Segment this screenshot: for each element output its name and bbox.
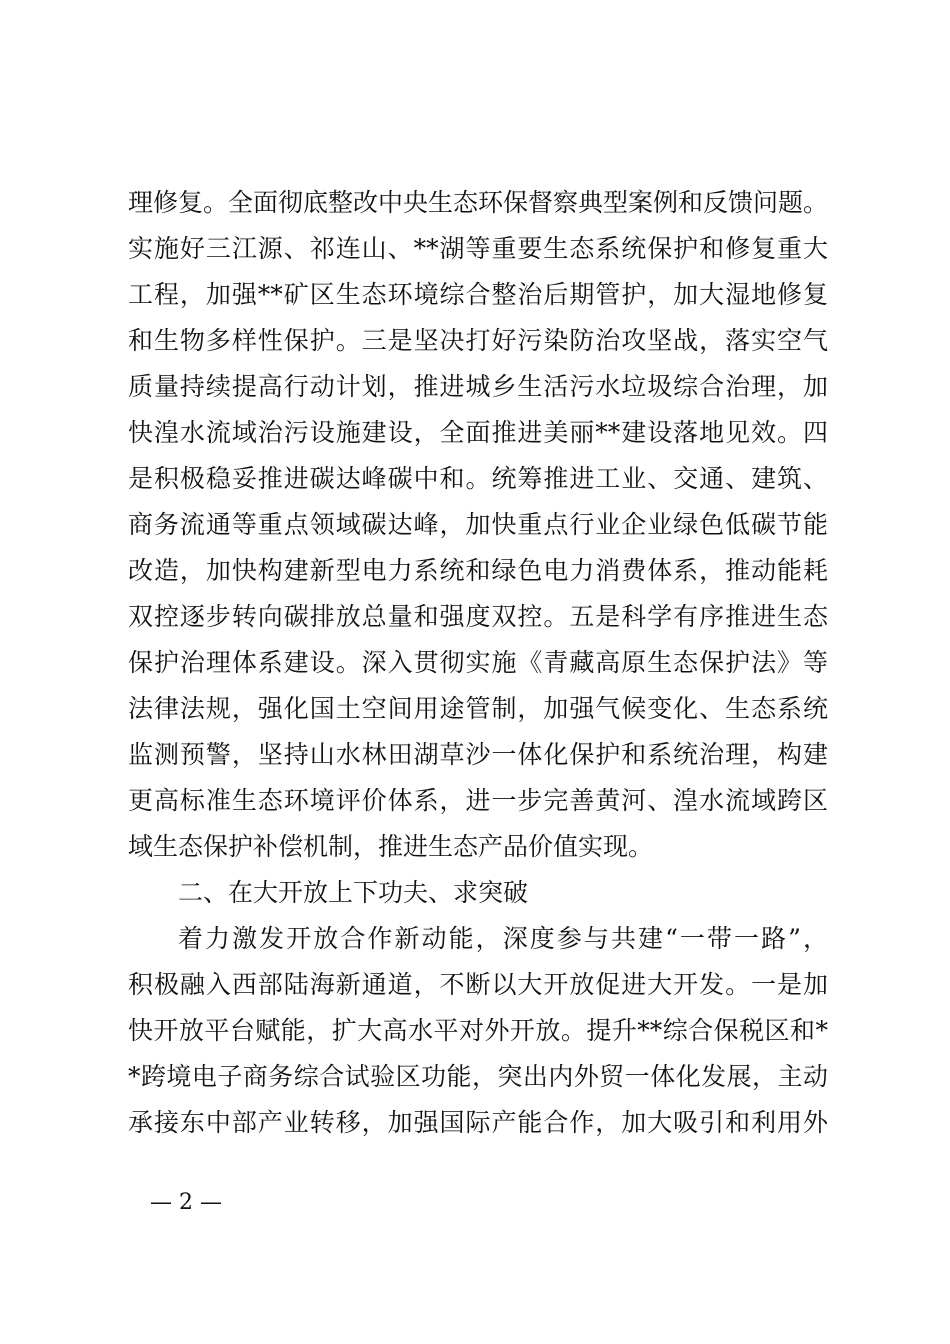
body-text-line: 保护治理体系建设。深入贯彻实施《青藏高原生态保护法》等 bbox=[128, 648, 828, 677]
body-text-line: 商务流通等重点领域碳达峰，加快重点行业企业绿色低碳节能 bbox=[128, 510, 828, 539]
body-text-line: 更高标准生态环境评价体系，进一步完善黄河、湟水流域跨区 bbox=[128, 786, 828, 815]
body-text-line: 理修复。全面彻底整改中央生态环保督察典型案例和反馈问题。 bbox=[128, 188, 829, 217]
body-text-line: *跨境电子商务综合试验区功能，突出内外贸一体化发展，主动 bbox=[128, 1062, 828, 1091]
body-text-line: 和生物多样性保护。三是坚决打好污染防治攻坚战，落实空气 bbox=[128, 326, 828, 355]
body-text-line: 质量持续提高行动计划，推进城乡生活污水垃圾综合治理，加 bbox=[128, 372, 828, 401]
body-text-line: 工程，加强**矿区生态环境综合整治后期管护，加大湿地修复 bbox=[128, 280, 828, 309]
body-text-line: 监测预警，坚持山水林田湖草沙一体化保护和系统治理，构建 bbox=[128, 740, 828, 769]
body-text-line: 承接东中部产业转移，加强国际产能合作，加大吸引和利用外 bbox=[128, 1108, 828, 1137]
page-number: — 2 — bbox=[150, 1190, 222, 1215]
body-text-line: 实施好三江源、祁连山、**湖等重要生态系统保护和修复重大 bbox=[128, 234, 828, 263]
body-text-line: 域生态保护补偿机制，推进生态产品价值实现。 bbox=[128, 832, 654, 861]
body-text-line: 快开放平台赋能，扩大高水平对外开放。提升**综合保税区和* bbox=[128, 1016, 828, 1045]
body-text-line: 快湟水流域治污设施建设，全面推进美丽**建设落地见效。四 bbox=[128, 418, 828, 447]
body-text-line: 是积极稳妥推进碳达峰碳中和。统筹推进工业、交通、建筑、 bbox=[128, 464, 828, 493]
body-text-line: 改造，加快构建新型电力系统和绿色电力消费体系，推动能耗 bbox=[128, 556, 828, 585]
body-text-line: 法律法规，强化国土空间用途管制，加强气候变化、生态系统 bbox=[128, 694, 828, 723]
section-heading: 二、在大开放上下功夫、求突破 bbox=[178, 878, 529, 907]
body-text-line: 双控逐步转向碳排放总量和强度双控。五是科学有序推进生态 bbox=[128, 602, 828, 631]
body-text-line: 着力激发开放合作新动能，深度参与共建“一带一路”， bbox=[178, 924, 828, 953]
body-text-line: 积极融入西部陆海新通道，不断以大开放促进大开发。一是加 bbox=[128, 970, 828, 999]
